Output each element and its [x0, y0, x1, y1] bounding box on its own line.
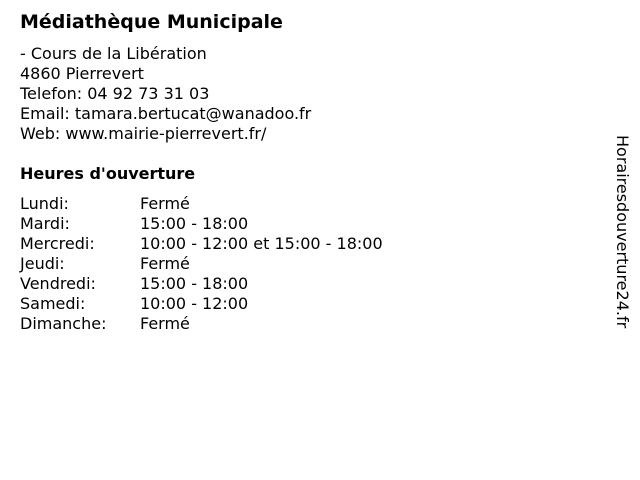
venue-name: Médiathèque Municipale — [20, 11, 283, 33]
day-label: Samedi: — [20, 294, 86, 313]
email-line: Email: tamara.bertucat@wanadoo.fr — [20, 104, 312, 123]
day-label: Vendredi: — [20, 274, 96, 293]
day-hours: 15:00 - 18:00 — [140, 214, 249, 233]
day-hours: 10:00 - 12:00 — [140, 294, 249, 313]
web-line: Web: www.mairie-pierrevert.fr/ — [20, 124, 267, 143]
day-hours: Fermé — [140, 314, 190, 333]
hours-heading: Heures d'ouverture — [20, 164, 196, 183]
city-line: 4860 Pierrevert — [20, 64, 144, 83]
site-watermark — [612, 135, 632, 375]
day-label: Mardi: — [20, 214, 70, 233]
day-hours: 15:00 - 18:00 — [140, 274, 249, 293]
day-label: Lundi: — [20, 194, 69, 213]
site-name: Horairesdouverture24.fr — [613, 135, 632, 329]
contact-block — [20, 44, 311, 144]
day-label: Mercredi: — [20, 234, 95, 253]
phone-line: Telefon: 04 92 73 31 03 — [20, 84, 210, 103]
day-hours: Fermé — [140, 194, 190, 213]
day-hours: Fermé — [140, 254, 190, 273]
street-address: - Cours de la Libération — [20, 44, 207, 63]
day-label: Jeudi: — [20, 254, 65, 273]
day-label: Dimanche: — [20, 314, 107, 333]
day-hours: 10:00 - 12:00 et 15:00 - 18:00 — [140, 234, 383, 253]
